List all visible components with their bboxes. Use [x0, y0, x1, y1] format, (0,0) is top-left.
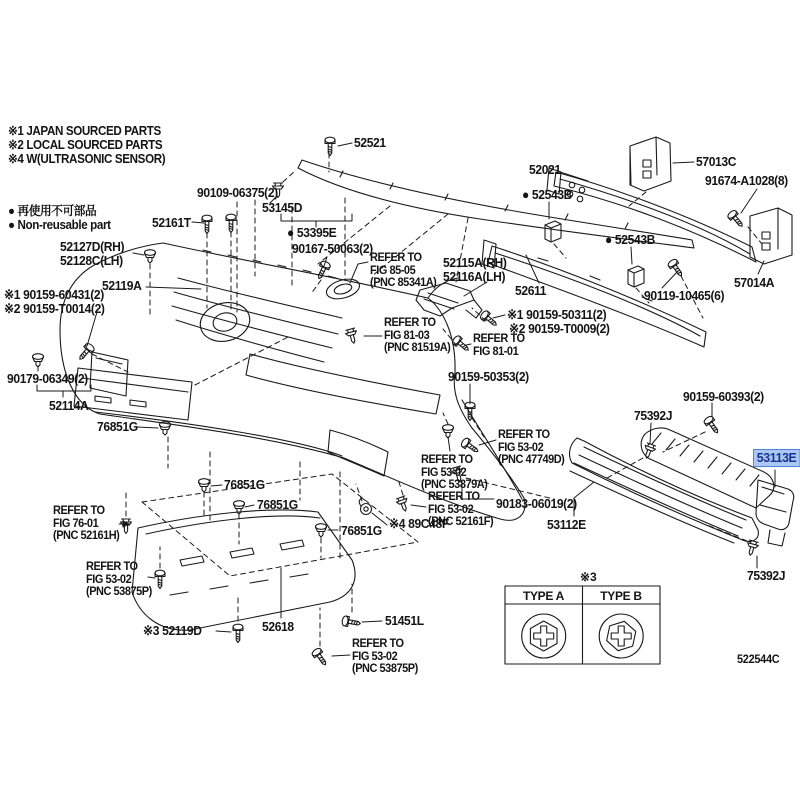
refer-fig53-02-53875P-bottom: REFER TO FIG 53-02 (PNC 53875P) [352, 636, 418, 675]
refer-fig81-01: REFER TO FIG 81-01 [473, 331, 525, 358]
label-53145D: 53145D [262, 200, 303, 215]
label-76851G-2: 76851G [224, 477, 265, 492]
label-52543B-2: ● 52543B [605, 232, 656, 247]
label-52618: 52618 [262, 619, 294, 634]
bracket-57013c-drawing [630, 137, 671, 191]
label-90159-60431: ※1 90159-60431(2) [4, 287, 104, 302]
refer-fig81-03: REFER TO FIG 81-03 (PNC 81519A) [384, 315, 451, 354]
label-90159-50353: 90159-50353(2) [448, 369, 529, 384]
label-89C48F: ※4 89C48F [389, 516, 449, 531]
label-90179-06349: 90179-06349(2) [7, 371, 88, 386]
label-51451L: 51451L [385, 613, 424, 628]
label-52543B-1: ● 52543B [522, 187, 573, 202]
label-90159-T0014: ※2 90159-T0014(2) [4, 301, 105, 316]
lower-cover-drawing [132, 510, 355, 630]
label-52119A: 52119A [102, 278, 142, 293]
label-52114A: 52114A [49, 398, 89, 413]
refer-fig53-02-53875P-left: REFER TO FIG 53-02 (PNC 53875P) [86, 559, 152, 598]
label-52128C: 52128C(LH) [60, 253, 123, 268]
label-75392J-2: 75392J [747, 568, 786, 583]
label-75392J-1: 75392J [634, 408, 673, 423]
refer-fig53-02-47749D: REFER TO FIG 53-02 (PNC 47749D) [498, 427, 565, 466]
label-57013C: 57013C [696, 154, 737, 169]
label-53395E: ● 53395E [287, 225, 337, 240]
label-91674-A1028: 91674-A1028(8) [705, 173, 788, 188]
label-76851G-3: 76851G [257, 497, 298, 512]
label-90109-06375: 90109-06375(2) [197, 185, 278, 200]
type-table-note: ※3 [580, 570, 597, 584]
bracket-57014a-drawing [750, 208, 792, 264]
type-table-header-b: TYPE B [600, 589, 642, 603]
label-52521: 52521 [354, 135, 386, 150]
source-notes-legend: ※1 JAPAN SOURCED PARTS ※2 LOCAL SOURCED PARTS ※4 W(ULTRASONIC SENSOR) [8, 124, 166, 166]
label-52116A: 52116A(LH) [443, 269, 506, 284]
bracket-53113e-drawing [756, 480, 794, 546]
label-90167-50063: 90167-50063(2) [292, 241, 373, 256]
label-57014A: 57014A [734, 275, 775, 290]
label-90119-10465: 90119-10465(6) [644, 288, 725, 303]
label-90159-50311: ※1 90159-50311(2) [507, 307, 607, 322]
refer-fig53-02-53879A: REFER TO FIG 53-02 (PNC 53879A) [421, 452, 488, 491]
type-table-header-a: TYPE A [522, 589, 565, 603]
refer-fig85-05: REFER TO FIG 85-05 (PNC 85341A) [370, 250, 437, 289]
refer-fig53-02-52161F: REFER TO FIG 53-02 (PNC 52161F) [428, 489, 494, 528]
label-52161T: 52161T [152, 215, 191, 230]
reuse-notes-legend: ● 再使用不可部品 ● Non-reusable part [8, 204, 111, 232]
dashed-lines [92, 153, 762, 646]
diagram-id: 522544C [737, 654, 780, 666]
label-53112E: 53112E [547, 517, 586, 532]
license-bracket-drawing [74, 368, 192, 420]
label-53113E[interactable]: 53113E [753, 449, 800, 467]
label-52115A: 52115A(RH) [443, 255, 507, 270]
label-90183-06019: 90183-06019(2) [496, 496, 577, 511]
refer-fig76-01: REFER TO FIG 76-01 (PNC 52161H) [53, 503, 120, 542]
lower-grille-drawing [570, 428, 774, 543]
label-52611: 52611 [515, 283, 547, 298]
label-52119D: ※3 52119D [143, 623, 202, 638]
label-52127D: 52127D(RH) [60, 239, 125, 254]
label-52021: 52021 [529, 162, 561, 177]
label-76851G-4: 76851G [341, 523, 382, 538]
label-90159-60393: 90159-60393(2) [683, 389, 764, 404]
label-90159-T0009: ※2 90159-T0009(2) [509, 321, 610, 336]
label-76851G-1: 76851G [97, 419, 138, 434]
